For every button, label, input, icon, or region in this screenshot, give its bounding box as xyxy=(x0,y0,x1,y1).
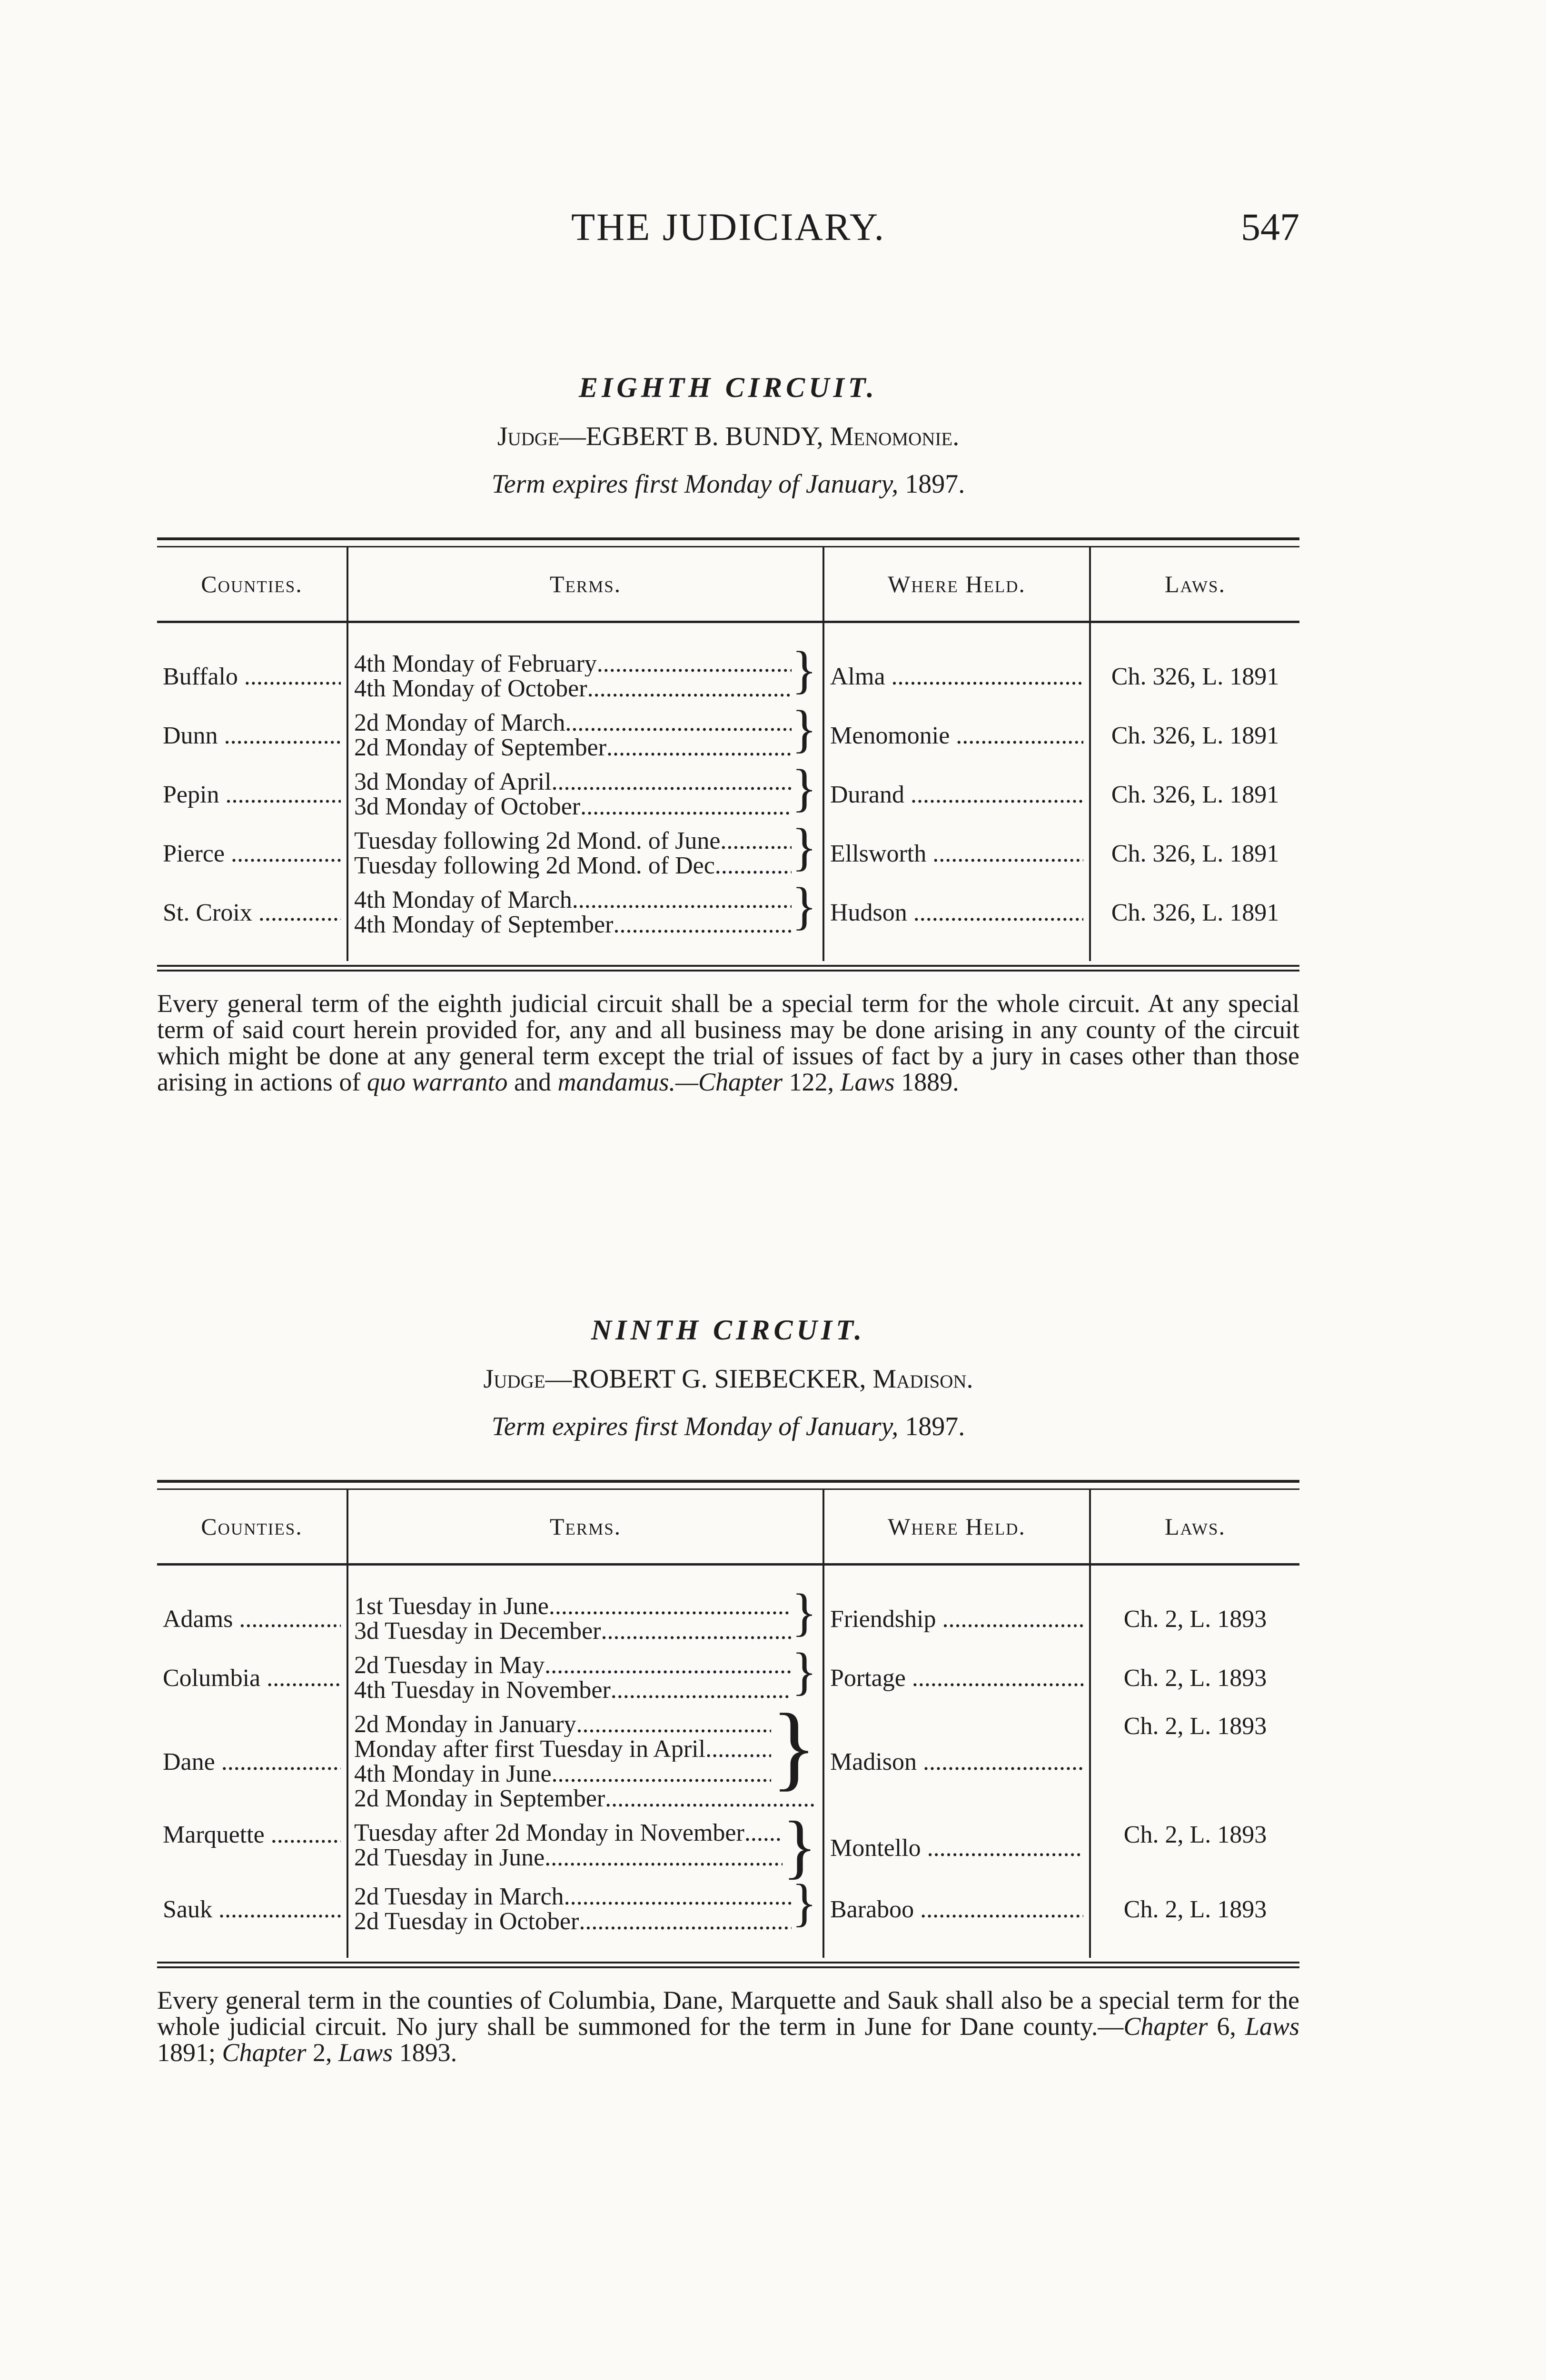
term-date: 2d Monday in January xyxy=(354,1712,576,1737)
col-laws: Laws. xyxy=(1090,1490,1299,1565)
note-laws: Laws xyxy=(1245,2012,1300,2041)
term-expires xyxy=(157,469,1299,499)
note-mandamus: mandamus.—Chapter xyxy=(557,1068,783,1097)
county-name: Adams ..... xyxy=(163,1605,341,1633)
col-where-held: Where Held. xyxy=(823,1490,1090,1565)
county-name: Dunn ..... xyxy=(163,722,341,750)
table-header-row xyxy=(157,1490,1299,1565)
table-top-rule xyxy=(157,537,1299,547)
term-date: 4th Monday of March xyxy=(354,888,572,912)
circuit-title: NINTH CIRCUIT. xyxy=(591,1314,866,1346)
law-ref: Ch. 326, L. 1891 xyxy=(1090,622,1299,706)
place-name: Montello ..... xyxy=(830,1834,1083,1862)
circuit-note xyxy=(157,991,1299,1095)
note-and: and xyxy=(514,1068,551,1097)
table-bottom-rule xyxy=(157,965,1299,972)
note-laws: Laws xyxy=(840,1068,895,1097)
term-date: 2d Tuesday in June xyxy=(354,1845,545,1870)
brace-icon: } xyxy=(792,759,817,817)
note-text: Every general term of the eighth judicial circuit shall be a special term for the whole circuit. At any special term of said court herein provided for, any and all business may be done arising in any county of the circuit which might be done at any general term except the trial of issues of fact by a jury in cases other than those arising in actions of xyxy=(157,989,1299,1097)
term-date: 1st Tuesday in June xyxy=(354,1594,549,1619)
place-name: Madison ..... xyxy=(830,1748,1083,1776)
col-terms: Terms. xyxy=(347,1490,823,1565)
table-row xyxy=(157,622,1299,706)
eighth-table xyxy=(157,537,1299,972)
note-laws: Laws xyxy=(338,2038,393,2067)
term-date: 3d Tuesday in December xyxy=(354,1619,601,1644)
table-row xyxy=(157,1707,1299,1816)
brace-icon: } xyxy=(792,818,817,876)
judge-city: Menomonie. xyxy=(830,422,960,451)
table-row xyxy=(157,883,1299,961)
law-ref: Ch. 326, L. 1891 xyxy=(1090,824,1299,883)
table-header-row xyxy=(157,547,1299,622)
table-row xyxy=(157,765,1299,824)
judge-label: Judge xyxy=(483,1364,545,1394)
county-name: Columbia ..... xyxy=(163,1664,341,1692)
note-year: 1893. xyxy=(399,2038,457,2067)
table-bottom-rule xyxy=(157,1962,1299,1968)
term-date: 2d Tuesday in March xyxy=(354,1884,564,1909)
note-quo-warranto: quo warranto xyxy=(367,1068,508,1097)
judge-line: Judge—ROBERT G. SIEBECKER, Madison. xyxy=(483,1364,973,1394)
place-name: Friendship ..... xyxy=(830,1605,1083,1633)
table-top-rule xyxy=(157,1480,1299,1490)
terms-table xyxy=(157,1490,1299,1958)
term-expires xyxy=(157,1411,1299,1442)
term-date: 4th Monday in June xyxy=(354,1762,552,1786)
term-expires-text: Term expires first Monday of January, xyxy=(491,469,899,499)
eighth-circuit-section xyxy=(157,371,1299,1095)
brace-icon: } xyxy=(771,1695,817,1800)
table-row xyxy=(157,1816,1299,1880)
table-row xyxy=(157,1880,1299,1958)
page-header xyxy=(157,205,1299,262)
law-ref: Ch. 2, L. 1893 xyxy=(1090,1816,1299,1880)
law-ref: Ch. 326, L. 1891 xyxy=(1090,765,1299,824)
circuit-note xyxy=(157,1987,1299,2066)
col-where-held: Where Held. xyxy=(823,547,1090,622)
col-counties: Counties. xyxy=(157,1490,347,1565)
brace-icon: } xyxy=(792,1583,817,1641)
law-ref: Ch. 326, L. 1891 xyxy=(1090,883,1299,961)
term-date: 4th Tuesday in November xyxy=(354,1678,611,1703)
law-ref: Ch. 2, L. 1893 xyxy=(1090,1565,1299,1649)
brace-icon: } xyxy=(783,1807,817,1886)
note-year: 1889. xyxy=(901,1068,959,1097)
note-chapter: Chapter xyxy=(222,2038,307,2067)
county-name: Pepin ..... xyxy=(163,781,341,809)
term-date: 2d Monday of September xyxy=(354,735,607,760)
judge-name: ROBERT G. SIEBECKER, xyxy=(572,1364,866,1394)
brace-icon: } xyxy=(792,877,817,935)
term-date: 3d Monday of April xyxy=(354,770,552,794)
term-date: 4th Monday of September xyxy=(354,912,614,937)
brace-icon: } xyxy=(792,700,817,758)
term-date: 2d Tuesday in May xyxy=(354,1653,545,1678)
law-ref: Ch. 326, L. 1891 xyxy=(1090,706,1299,765)
col-laws: Laws. xyxy=(1090,547,1299,622)
term-expires-year: 1897. xyxy=(905,1412,965,1441)
term-date: Tuesday following 2d Mond. of Dec. xyxy=(354,853,721,878)
term-date: 3d Monday of October xyxy=(354,794,581,819)
terms-table xyxy=(157,547,1299,961)
judge-label: Judge xyxy=(497,422,559,451)
term-date: 4th Monday of February xyxy=(354,652,597,676)
circuit-title: EIGHTH CIRCUIT. xyxy=(579,372,878,403)
term-date: 2d Monday in September xyxy=(354,1786,605,1811)
place-name: Menomonie ..... xyxy=(830,722,1083,750)
running-title: THE JUDICIARY. xyxy=(571,205,886,248)
table-row xyxy=(157,824,1299,883)
law-ref: Ch. 2, L. 1893 xyxy=(1090,1707,1299,1816)
place-name: Alma ..... xyxy=(830,663,1083,691)
note-chapter-number: 122, xyxy=(789,1068,834,1097)
term-date: Tuesday following 2d Mond. of June xyxy=(354,829,721,853)
note-chapter-number: 6, xyxy=(1217,2012,1236,2041)
judge-city: Madison. xyxy=(872,1364,973,1394)
term-date: Tuesday after 2d Monday in November xyxy=(354,1821,744,1845)
place-name: Hudson ..... xyxy=(830,899,1083,927)
table-row xyxy=(157,1565,1299,1649)
term-date: 2d Monday of March xyxy=(354,711,565,735)
term-date: 4th Monday of October xyxy=(354,676,587,701)
place-name: Baraboo ..... xyxy=(830,1895,1083,1924)
county-name: Buffalo ..... xyxy=(163,663,341,691)
table-row xyxy=(157,706,1299,765)
place-name: Durand ..... xyxy=(830,781,1083,809)
county-name: Sauk ..... xyxy=(163,1895,341,1924)
county-name: Dane ..... xyxy=(163,1748,341,1776)
county-name: Marquette ..... xyxy=(163,1821,341,1849)
brace-icon: } xyxy=(792,1642,817,1700)
brace-icon: } xyxy=(792,641,817,699)
law-ref: Ch. 2, L. 1893 xyxy=(1090,1880,1299,1958)
brace-icon: } xyxy=(792,1874,817,1932)
county-name: Pierce ..... xyxy=(163,840,341,868)
judge-name: EGBERT B. BUNDY, xyxy=(585,422,823,451)
term-expires-text: Term expires first Monday of January, xyxy=(491,1412,899,1441)
county-name: St. Croix ..... xyxy=(163,899,341,927)
col-terms: Terms. xyxy=(347,547,823,622)
term-date: Monday after first Tuesday in April xyxy=(354,1737,706,1762)
page-number: 547 xyxy=(1241,205,1299,248)
note-chapter-number: 2, xyxy=(313,2038,332,2067)
term-date: 2d Tuesday in October xyxy=(354,1909,579,1934)
law-ref: Ch. 2, L. 1893 xyxy=(1090,1648,1299,1707)
judge-line: Judge—EGBERT B. BUNDY, Menomonie. xyxy=(497,422,960,451)
place-name: Ellsworth ..... xyxy=(830,840,1083,868)
note-text: Every general term in the counties of Columbia, Dane, Marquette and Sauk shall also be a special term for the whole judicial circuit. No jury shall be summoned for the term in June for Dane county.— xyxy=(157,1986,1299,2041)
ninth-circuit-section xyxy=(157,1314,1299,2066)
col-counties: Counties. xyxy=(157,547,347,622)
note-chapter: Chapter xyxy=(1123,2012,1208,2041)
term-expires-year: 1897. xyxy=(905,469,965,499)
note-year: 1891; xyxy=(157,2038,216,2067)
table-row xyxy=(157,1648,1299,1707)
ninth-table xyxy=(157,1480,1299,1968)
place-name: Portage ..... xyxy=(830,1664,1083,1692)
